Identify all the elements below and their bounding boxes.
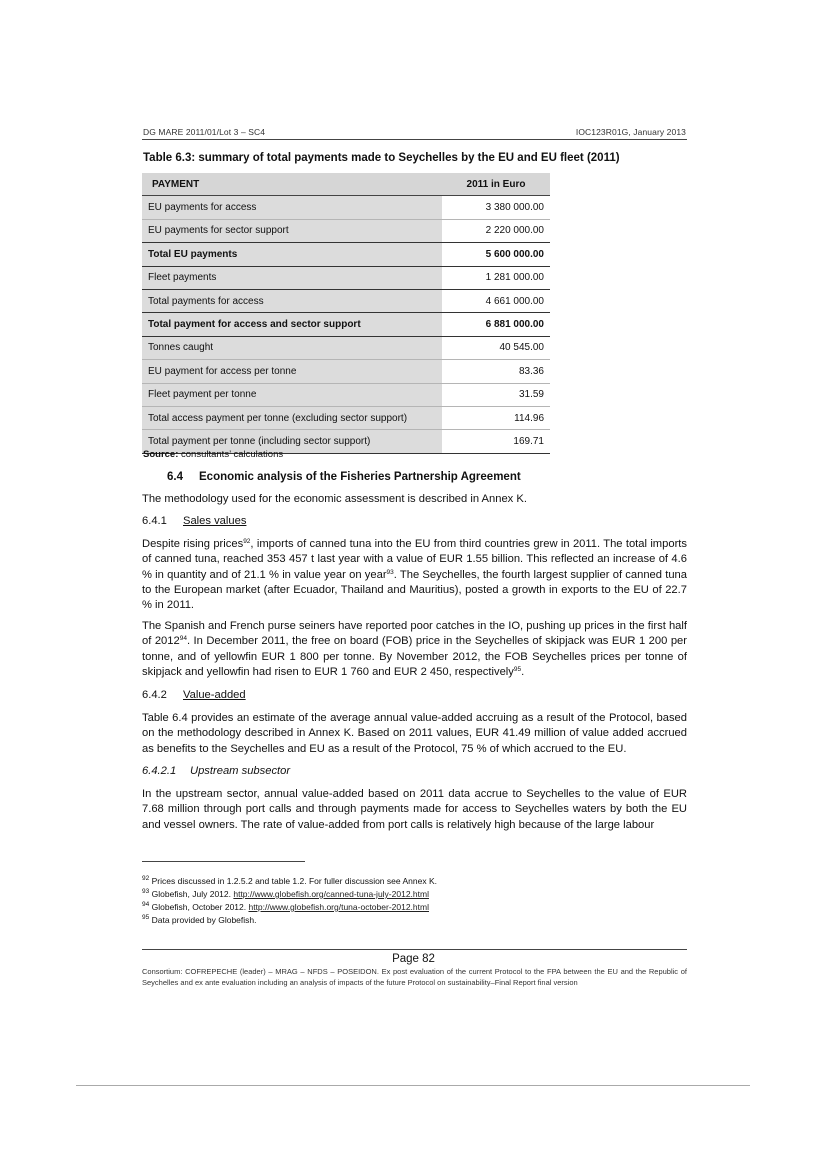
row-label: Total access payment per tonne (excluding sector support) <box>142 406 442 429</box>
table-row <box>142 289 550 312</box>
footnote-ref: 94 <box>179 635 187 643</box>
footnote <box>142 876 437 886</box>
source-label: Source: <box>143 449 179 460</box>
table-row <box>142 266 550 289</box>
row-label: Total EU payments <box>142 243 442 266</box>
table-header-row <box>142 173 550 196</box>
row-label: EU payments for sector support <box>142 219 442 242</box>
sales-paragraph-1 <box>142 537 687 613</box>
payments-table <box>142 173 550 454</box>
section-number: 6.4 <box>167 471 183 483</box>
footnote-number: 94 <box>142 901 150 908</box>
footnote <box>142 915 257 925</box>
row-value: 169.71 <box>442 430 550 453</box>
text: The Spanish and French purse seiners have reported poor catches in the IO, pushing up prices in the first half of 2012 <box>142 620 687 648</box>
table-row-total <box>142 243 550 266</box>
subsection-title: Sales values <box>183 515 247 527</box>
subsection-number: 6.4.2 <box>142 689 167 701</box>
row-label: EU payments for access <box>142 196 442 219</box>
header-left: DG MARE 2011/01/Lot 3 – SC4 <box>143 127 266 137</box>
page-bottom-divider <box>76 1085 750 1086</box>
footnote <box>142 889 429 899</box>
header-right: IOC123R01G, January 2013 <box>575 127 686 137</box>
table-row-total <box>142 313 550 336</box>
row-value: 40 545.00 <box>442 336 550 359</box>
subsection-title: Value-added <box>183 689 246 701</box>
footnote-number: 92 <box>142 875 150 882</box>
row-value: 6 881 000.00 <box>442 313 550 336</box>
source-text: consultants’ calculations <box>178 449 284 460</box>
footnote <box>142 902 429 912</box>
value-added-paragraph: Table 6.4 provides an estimate of the average annual value-added accruing as a result of the Protocol, based on the methodology described in Annex K. Based on 2011 values, EUR 41.49 million of value added accrued as benefits to the Seychelles and EU as a result of the Protocol, 75 % of which accrued to the EU. <box>142 712 687 755</box>
footnote-ref: 95 <box>513 665 522 673</box>
footnote-text: Data provided by Globefish. <box>151 915 257 925</box>
footnote-text: Globefish, July 2012. <box>151 889 234 899</box>
subsubsection-number: 6.4.2.1 <box>142 765 177 777</box>
row-value: 114.96 <box>442 406 550 429</box>
footnote-number: 95 <box>142 914 150 921</box>
row-value: 4 661 000.00 <box>442 289 550 312</box>
table-row <box>142 360 550 383</box>
row-value: 3 380 000.00 <box>442 196 550 219</box>
footnote-ref: 92 <box>243 538 251 545</box>
row-label: EU payment for access per tonne <box>142 360 442 383</box>
row-label: Tonnes caught <box>142 336 442 359</box>
footnote-rule <box>142 861 305 862</box>
footnote-ref: 93 <box>386 568 394 576</box>
table-row <box>142 383 550 406</box>
table-row <box>142 219 550 242</box>
table-row <box>142 406 550 429</box>
footer-rule <box>142 949 687 950</box>
section-title: Economic analysis of the Fisheries Partnership Agreement <box>199 471 521 483</box>
page-number: Page 82 <box>392 953 435 965</box>
row-value: 2 220 000.00 <box>442 219 550 242</box>
text: . The Seychelles, the fourth largest supplier of canned tuna to the European market (after Ecuador, Thailand and Mauritius), posted a growth in exports to the EU of 22.7 % in 2011. <box>142 568 687 612</box>
column-header-2011: 2011 in Euro <box>442 173 550 196</box>
footnote-number: 93 <box>142 888 150 895</box>
table-row <box>142 336 550 359</box>
row-value: 83.36 <box>442 360 550 383</box>
subsection-number: 6.4.1 <box>142 515 167 527</box>
table-source <box>143 449 283 460</box>
footnote-link[interactable]: http://www.globefish.org/canned-tuna-july-2012.html <box>233 889 429 899</box>
row-label: Fleet payments <box>142 266 442 289</box>
row-value: 1 281 000.00 <box>442 266 550 289</box>
text: , imports of canned tuna into the EU from third countries grew in 2011. The total imports of canned tuna, reached 353 457 t last year with a value of EUR 1.55 billion. This reflected an increase of 4.6 % in quantity and of 21.1 % in value year on year <box>142 538 687 581</box>
row-label: Fleet payment per tonne <box>142 383 442 406</box>
row-value: 5 600 000.00 <box>442 243 550 266</box>
table-title: Table 6.3: summary of total payments made to Seychelles by the EU and EU fleet (2011) <box>143 152 620 164</box>
table-row <box>142 196 550 219</box>
row-label: Total payment for access and sector support <box>142 313 442 336</box>
subsubsection-title: Upstream subsector <box>190 765 291 777</box>
footnote-text: Prices discussed in 1.2.5.2 and table 1.2. For fuller discussion see Annex K. <box>151 876 437 886</box>
row-label: Total payments for access <box>142 289 442 312</box>
row-label: Total payment per tonne (including sector support) <box>142 430 442 453</box>
text: . In December 2011, the free on board (FOB) price in the Seychelles of skipjack was EUR 1 200 per tonne, and of yellowfin EUR 1 800 per tonne. By November 2012, the FOB Seychelles prices per tonne of skipjack and yellowfin had risen to EUR 1 760 and EUR 2 450, respectively <box>142 635 687 678</box>
footnote-link[interactable]: http://www.globefish.org/tuna-october-2012.html <box>248 902 429 912</box>
header-rule <box>142 139 687 140</box>
column-header-payment: PAYMENT <box>142 173 442 196</box>
text: Despite rising prices <box>142 538 244 550</box>
text: . <box>521 665 525 678</box>
upstream-paragraph: In the upstream sector, annual value-added based on 2011 data accrue to Seychelles to the value of EUR 7.68 million through port calls and through payments made for access to Seychelles waters by both the EU and vessel owners. The rate of value-added from port calls is relatively high because of the large labour <box>142 788 687 831</box>
intro-paragraph: The methodology used for the economic assessment is described in Annex K. <box>142 493 527 505</box>
footnote-text: Globefish, October 2012. <box>151 902 249 912</box>
footer-text: Consortium: COFREPECHE (leader) – MRAG – NFDS – POSEIDON. Ex post evaluation of the current Protocol to the FPA between the EU and the Republic of Seychelles and ex ante evaluation including an analysis of impacts of the future Protocol on sustainability–Final Report final version <box>142 967 687 987</box>
row-value: 31.59 <box>442 383 550 406</box>
sales-paragraph-2 <box>142 619 687 680</box>
